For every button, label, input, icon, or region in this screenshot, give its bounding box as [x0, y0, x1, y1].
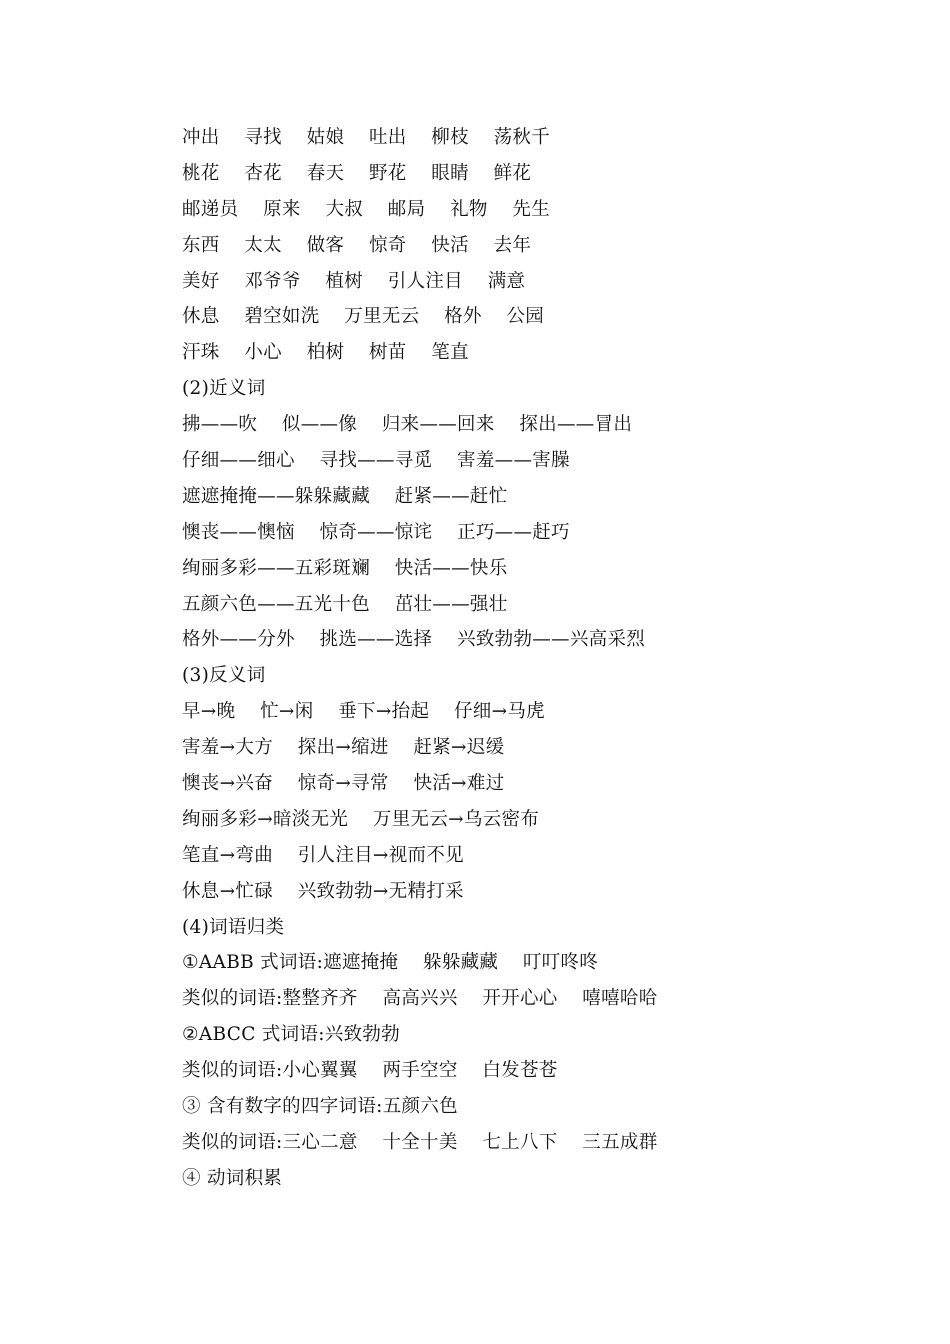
- antonym-line-3: 懊丧→兴奋 惊奇→寻常 快活→难过: [182, 773, 505, 795]
- synonym-line-7: 格外——分外 挑选——选择 兴致勃勃——兴高采烈: [182, 629, 646, 651]
- antonym-line-4: 绚丽多彩→暗淡无光 万里无云→乌云密布: [182, 808, 540, 830]
- antonym-line-5: 笔直→弯曲 引人注目→视而不见: [182, 844, 464, 866]
- synonym-line-6: 五颜六色——五光十色 茁壮——强壮: [182, 593, 508, 615]
- antonym-line-2: 害羞→大方 探出→缩进 赶紧→迟缓: [182, 737, 505, 759]
- vocab-line-3: 邮递员 原来 大叔 邮局 礼物 先生: [182, 198, 551, 220]
- classification-line-5: ③ 含有数字的四字词语:五颜六色: [182, 1096, 458, 1118]
- synonym-line-3: 遮遮掩掩——躲躲藏藏 赶紧——赶忙: [182, 485, 508, 507]
- antonym-line-1: 早→晚 忙→闲 垂下→抬起 仔细→马虎: [182, 701, 545, 723]
- classification-line-4: 类似的词语:小心翼翼 两手空空 白发苍苍: [182, 1060, 558, 1082]
- section-heading-classification: (4)词语归类: [182, 916, 285, 938]
- classification-line-3: ②ABCC 式词语:兴致勃勃: [182, 1024, 401, 1046]
- synonym-line-2: 仔细——细心 寻找——寻觅 害羞——害臊: [182, 450, 570, 472]
- classification-line-1: ①AABB 式词语:遮遮掩掩 躲躲藏藏 叮叮咚咚: [182, 952, 599, 974]
- vocab-line-1: 冲出 寻找 姑娘 吐出 柳枝 荡秋千: [182, 127, 551, 148]
- document-body: [182, 120, 902, 1197]
- classification-line-6: 类似的词语:三心二意 十全十美 七上八下 三五成群: [182, 1131, 658, 1153]
- synonym-line-4: 懊丧——懊恼 惊奇——惊诧 正巧——赶巧: [182, 521, 570, 543]
- classification-line-2: 类似的词语:整整齐齐 高高兴兴 开开心心 嘻嘻哈哈: [182, 988, 658, 1010]
- vocab-line-6: 休息 碧空如洗 万里无云 格外 公园: [182, 306, 545, 328]
- classification-line-7: ④ 动词积累: [182, 1167, 283, 1189]
- synonym-line-1: 拂——吹 似——像 归来——回来 探出——冒出: [182, 414, 633, 436]
- section-heading-antonyms: (3)反义词: [182, 665, 266, 687]
- vocab-line-7: 汗珠 小心 柏树 树苗 笔直: [182, 342, 469, 364]
- section-heading-synonyms: (2)近义词: [182, 378, 266, 400]
- synonym-line-5: 绚丽多彩——五彩斑斓 快活——快乐: [182, 557, 508, 579]
- vocab-line-2: 桃花 杏花 春天 野花 眼睛 鲜花: [182, 162, 532, 184]
- vocab-line-4: 东西 太太 做客 惊奇 快活 去年: [182, 234, 532, 256]
- vocab-line-5: 美好 邓爷爷 植树 引人注目 满意: [182, 270, 526, 292]
- antonym-line-6: 休息→忙碌 兴致勃勃→无精打采: [182, 880, 464, 902]
